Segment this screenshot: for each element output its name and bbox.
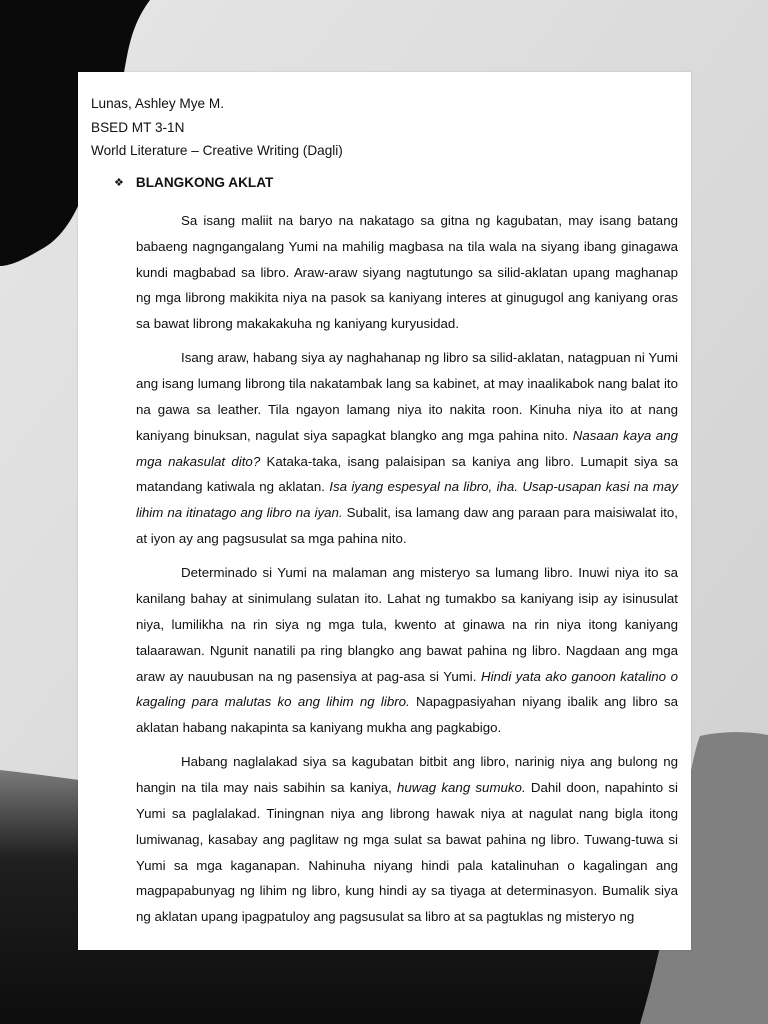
document-header: [91, 92, 343, 163]
class-section: BSED MT 3-1N: [91, 119, 185, 135]
paragraph-1: Sa isang maliit na baryo na nakatago sa gitna ng kagubatan, may isang batang babaeng nagngangalang Yumi na mahilig magbasa na tila wala na siyang ibang ginagawa kundi magbabad sa libro. Araw-araw siyang nagtutungo sa silid-aklatan upang maghanap ng mga librong makikita niya na pasok sa kaniyang interes at ginugugol ang kaniyang oras sa bawat librong makakakuha ng kaniyang kuryusidad.: [136, 213, 678, 332]
story-body: [136, 208, 678, 939]
paragraph-4: Habang naglalakad siya sa kagubatan bitbit ang libro, narinig niya ang bulong ng hangin na tila may nais sabihin sa kaniya, huwag kang sumuko. Dahil doon, napahinto si Yumi sa paglalakad. Tiningnan niya ang librong hawak niya at nagulat nang bigla itong lumiwanag, kasabay ang paglitaw ng mga sulat sa bawat pahina ng libro. Tuwang-tuwa si Yumi sa mga kaganapan. Nahinuha niyang hindi pala katalinuhan o kagalingan ang magpapabunyag ng lihim ng libro, kung hindi ay sa tiyaga at determinasyon. Bumalik siya ng aklatan upang ipagpatuloy ang pagsusulat sa libro at sa pagtuklas ng misteryo ng: [136, 754, 678, 925]
document-page: [78, 72, 691, 950]
course-title: World Literature – Creative Writing (Dagli): [91, 143, 343, 158]
story-title-row: [114, 175, 273, 190]
paragraph-2: Isang araw, habang siya ay naghahanap ng libro sa silid-aklatan, natagpuan ni Yumi ang isang lumang librong tila nakatambak lang sa kabinet, at may inaalikabok nang balat ito na gawa sa leather. Tila ngayon lamang niya ito nakita roon. Kinuha niya ito at nang kaniyang binuksan, nagulat siya sapagkat blangko ang mga pahina nito. Nasaan kaya ang mga nakasulat dito? Kataka-taka, isang palaisipan sa kaniya ang libro. Lumapit siya sa matandang katiwala ng aklatan. Isa iyang espesyal na libro, iha. Usap-usapan kasi na may lihim na itinatago ang libro na iyan. Subalit, isa lamang daw ang paraan para maisiwalat ito, at iyon ay ang pagsusulat sa mga pahina nito.: [136, 350, 678, 547]
diamond-bullet-icon: ❖: [114, 177, 124, 189]
paragraph-3: Determinado si Yumi na malaman ang misteryo sa lumang libro. Inuwi niya ito sa kanilang bahay at sinimulang sulatan ito. Lahat ng tumakbo sa kaniyang isip ay isinusulat niya, lumilikha na rin siya ng mga tula, kwento at ginawa na rin niya itong kaniyang talaarawan. Ngunit nanatili pa ring blangko ang bawat pahina ng libro. Nagdaan ang mga araw ay nauubusan na ng pasensiya at pag-asa si Yumi. Hindi yata ako ganoon katalino o kagaling para malutas ko ang lihim ng libro. Napagpasiyahan niyang ibalik ang libro sa aklatan habang nakapinta sa kaniyang mukha ang pagkabigo.: [136, 565, 678, 736]
story-title: BLANGKONG AKLAT: [135, 175, 274, 190]
author-name: Lunas, Ashley Mye M.: [91, 96, 224, 111]
